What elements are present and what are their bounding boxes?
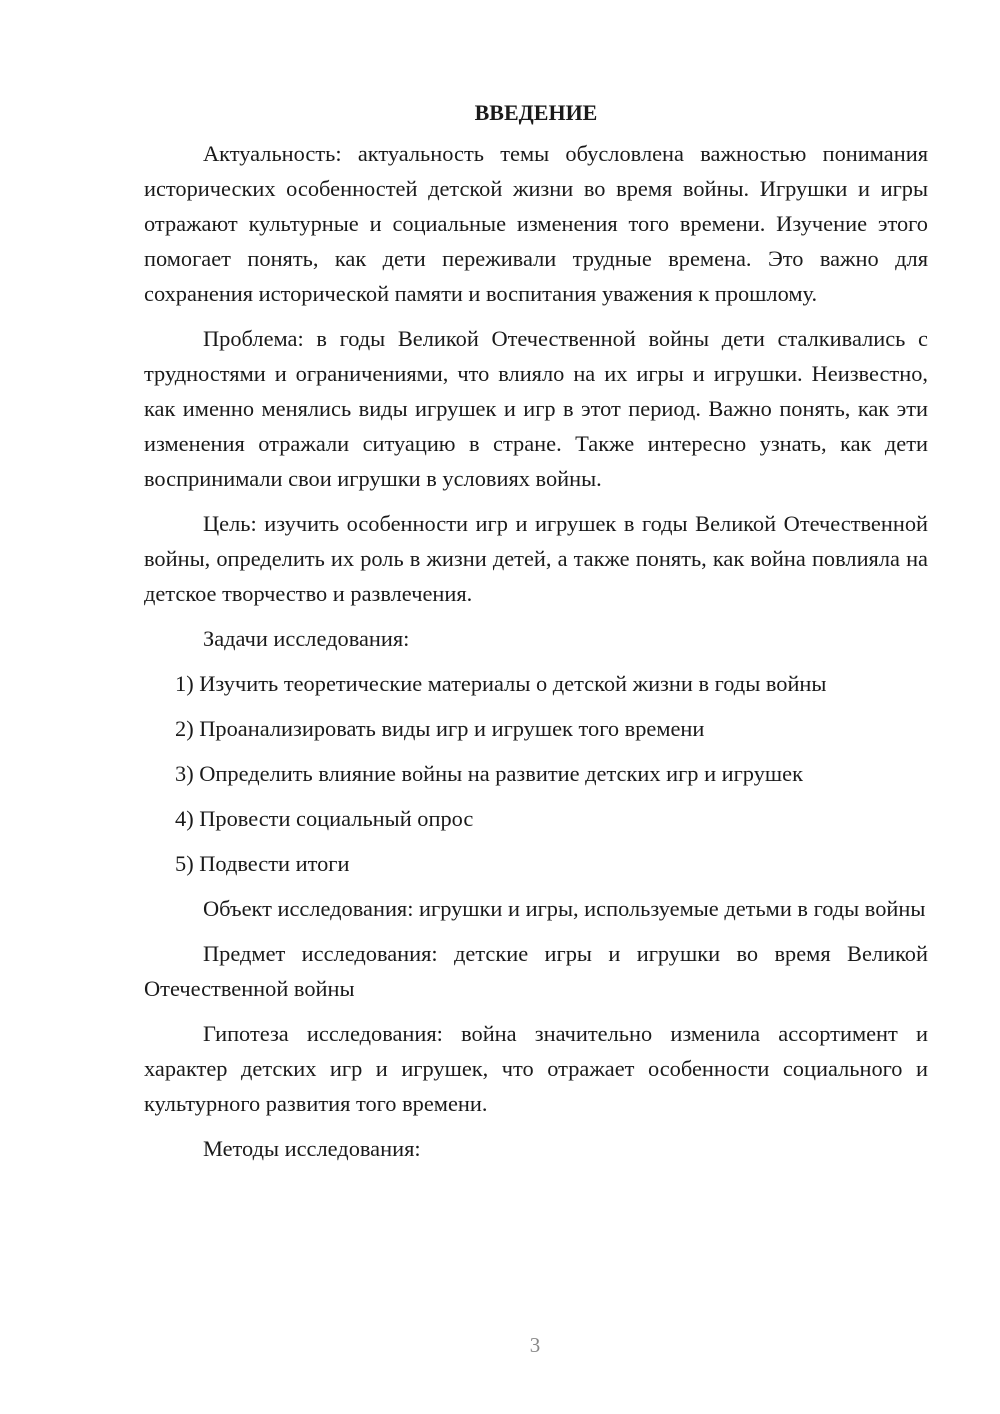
task-item-1: 1) Изучить теоретические материалы о детской жизни в годы войны <box>175 671 827 696</box>
task-item-4: 4) Провести социальный опрос <box>175 806 474 831</box>
paragraph-relevance: Актуальность: актуальность темы обусловлена важностью понимания исторических особенностей детской жизни во время войны. Игрушки и игры отражают культурные и социальные изменения того времени. Изучение этого помогает понять, как дети переживали трудные времена. Это важно для сохранения исторической памяти и воспитания уважения к прошлому. <box>144 141 928 306</box>
page-content <box>144 95 928 1176</box>
section-title: ВВЕДЕНИЕ <box>474 100 598 125</box>
page-number: 3 <box>529 1333 541 1357</box>
methods-heading: Методы исследования: <box>203 1136 421 1161</box>
task-item-2: 2) Проанализировать виды игр и игрушек того времени <box>175 716 705 741</box>
paragraph-problem: Проблема: в годы Великой Отечественной войны дети сталкивались с трудностями и ограничениями, что влияло на их игры и игрушки. Неизвестно, как именно менялись виды игрушек и игр в этот период. Важно понять, как эти изменения отражали ситуацию в стране. Также интересно узнать, как дети воспринимали свои игрушки в условиях войны. <box>144 326 928 491</box>
paragraph-subject: Предмет исследования: детские игры и игрушки во время Великой Отечественной войны <box>144 941 928 1001</box>
paragraph-hypothesis: Гипотеза исследования: война значительно изменила ассортимент и характер детских игр и игрушек, что отражает особенности социального и культурного развития того времени. <box>144 1021 928 1116</box>
tasks-heading: Задачи исследования: <box>203 626 410 651</box>
paragraph-object: Объект исследования: игрушки и игры, используемые детьми в годы войны <box>203 896 926 921</box>
paragraph-goal: Цель: изучить особенности игр и игрушек в годы Великой Отечественной войны, определить их роль в жизни детей, а также понять, как война повлияла на детское творчество и развлечения. <box>144 511 928 606</box>
task-item-3: 3) Определить влияние войны на развитие детских игр и игрушек <box>175 761 803 786</box>
task-item-5: 5) Подвести итоги <box>175 851 350 876</box>
